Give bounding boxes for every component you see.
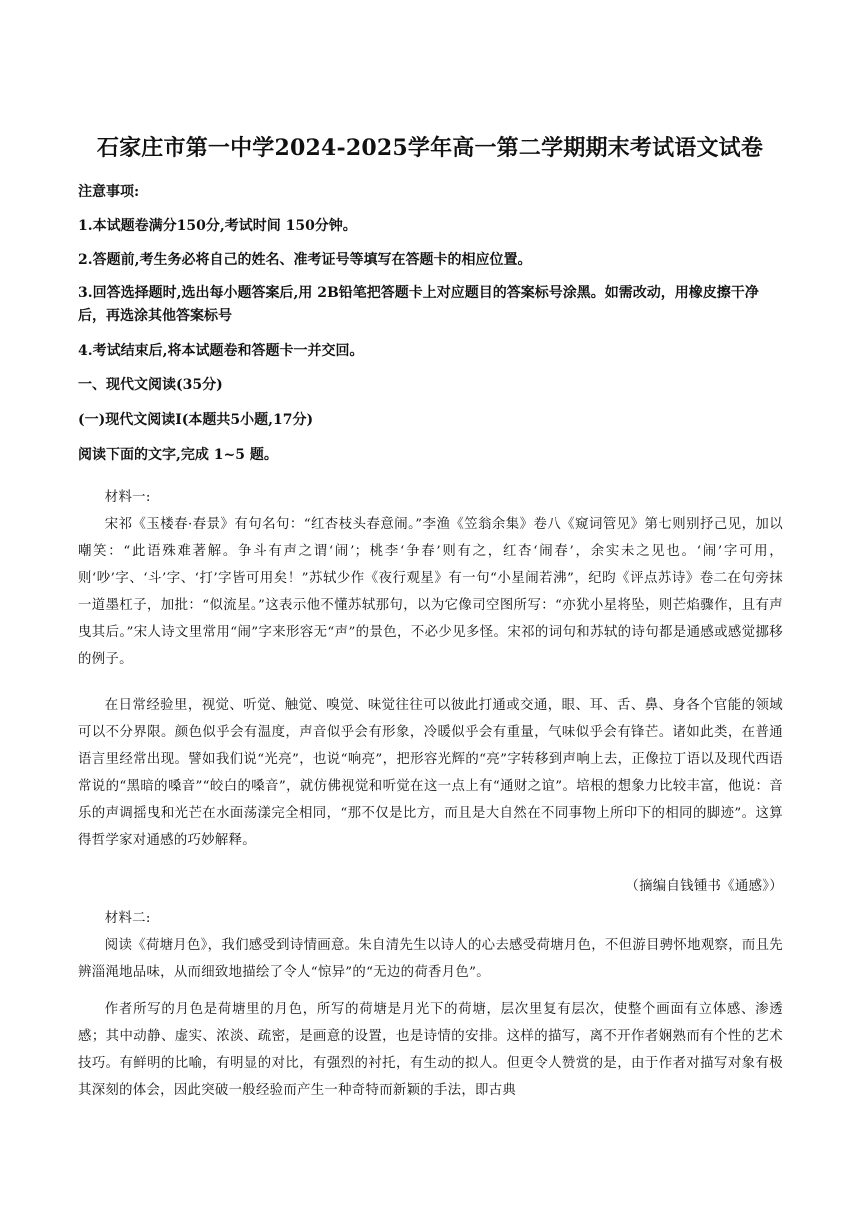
material1-paragraph-1: 宋祁《玉楼春·春景》有句名句：“红杏枝头春意闹。”李渔《笠翁余集》卷八《窥词管见》第七则别抒己见，加以嘲笑：“此语殊难著解。争斗有声之谓‘闹’；桃李‘争春’则有之，红杏‘闹春’，余实未之见也。‘闹’字可用，则‘吵’字、‘斗’字、‘打’字皆可用矣！”苏轼少作《夜行观星》有一句“小星闹若沸”，纪昀《评点苏诗》卷二在句旁抹一道墨杠子，加批：“似流星。”这表示他不懂苏轼那句，以为它像司空图所写：“亦犹小星将坠，则芒焰骤作，且有声曳其后。”宋人诗文里常用“闹”字来形容无“声”的景色，不必少见多怪。宋祁的词句和苏轼的诗句都是通感或感觉挪移的例子。 — [78, 517, 783, 667]
note-item-3: 3.回答选择题时,选出每小题答案后,用 2B铅笔把答题卡上对应题目的答案标号涂黑。如需改动，用橡皮擦干净后，再选涂其他答案标号 — [78, 285, 759, 324]
notes-heading: 注意事项: — [78, 184, 140, 200]
note-item-4: 4.考试结束后,将本试题卷和答题卡一并交回。 — [78, 343, 364, 359]
material2-paragraph-2: 作者所写的月色是荷塘里的月色，所写的荷塘是月光下的荷塘，层次里复有层次，使整个画面有立体感、渗透感；其中动静、虚实、浓淡、疏密，是画意的设置，也是诗情的安排。这样的描写，离不开作者娴熟而有个性的艺术技巧。有鲜明的比喻，有明显的对比，有强烈的衬托，有生动的拟人。但更令人赞赏的是，由于作者对描写对象有极其深刻的体会，因此突破一般经验而产生一种奇特而新颖的手法，即古典 — [78, 1002, 783, 1098]
note-item-1: 1.本试题卷满分150分,考试时间 150分钟。 — [78, 218, 357, 234]
section-heading: 一、现代文阅读(35分) — [78, 377, 223, 393]
section-instruction: 阅读下面的文字,完成 1~5 题。 — [78, 447, 278, 463]
material2-paragraph-1: 阅读《荷塘月色》，我们感受到诗情画意。朱自清先生以诗人的心去感受荷塘月色，不但游目骋怀地观察，而且先辨淄渑地品味，从而细致地描绘了令人“惊异”的“无边的荷香月色”。 — [78, 938, 783, 980]
material1-paragraph-2: 在日常经验里，视觉、听觉、触觉、嗅觉、味觉往往可以彼此打通或交通，眼、耳、舌、鼻、身各个官能的领域可以不分界限。颜色似乎会有温度，声音似乎会有形象，冷暖似乎会有重量，气味似乎会有锋芒。诸如此类，在普通语言里经常出现。譬如我们说“光亮”，也说“响亮”，把形容光辉的“亮”字转移到声响上去，正像拉丁语以及现代西语常说的“黑暗的嗓音”“皎白的嗓音”，就仿佛视觉和听觉在这一点上有“通财之谊”。培根的想象力比较丰富，他说：音乐的声调摇曳和光芒在水面荡漾完全相同，“那不仅是比方，而且是大自然在不同事物上所印下的相同的脚迹”。这算得哲学家对通感的巧妙解释。 — [78, 698, 783, 848]
material1-source: （摘编自钱锺书《通感》） — [625, 879, 783, 894]
material2-label: 材料二: — [104, 911, 151, 926]
note-item-2: 2.答题前,考生务必将自己的姓名、准考证号等填写在答题卡的相应位置。 — [78, 252, 532, 268]
material1-label: 材料一: — [104, 490, 151, 505]
section-sub-heading: (一)现代文阅读I(本题共5小题,17分) — [78, 412, 314, 428]
page-title: 石家庄市第一中学2024-2025学年高一第二学期期末考试语文试卷 — [96, 135, 764, 161]
